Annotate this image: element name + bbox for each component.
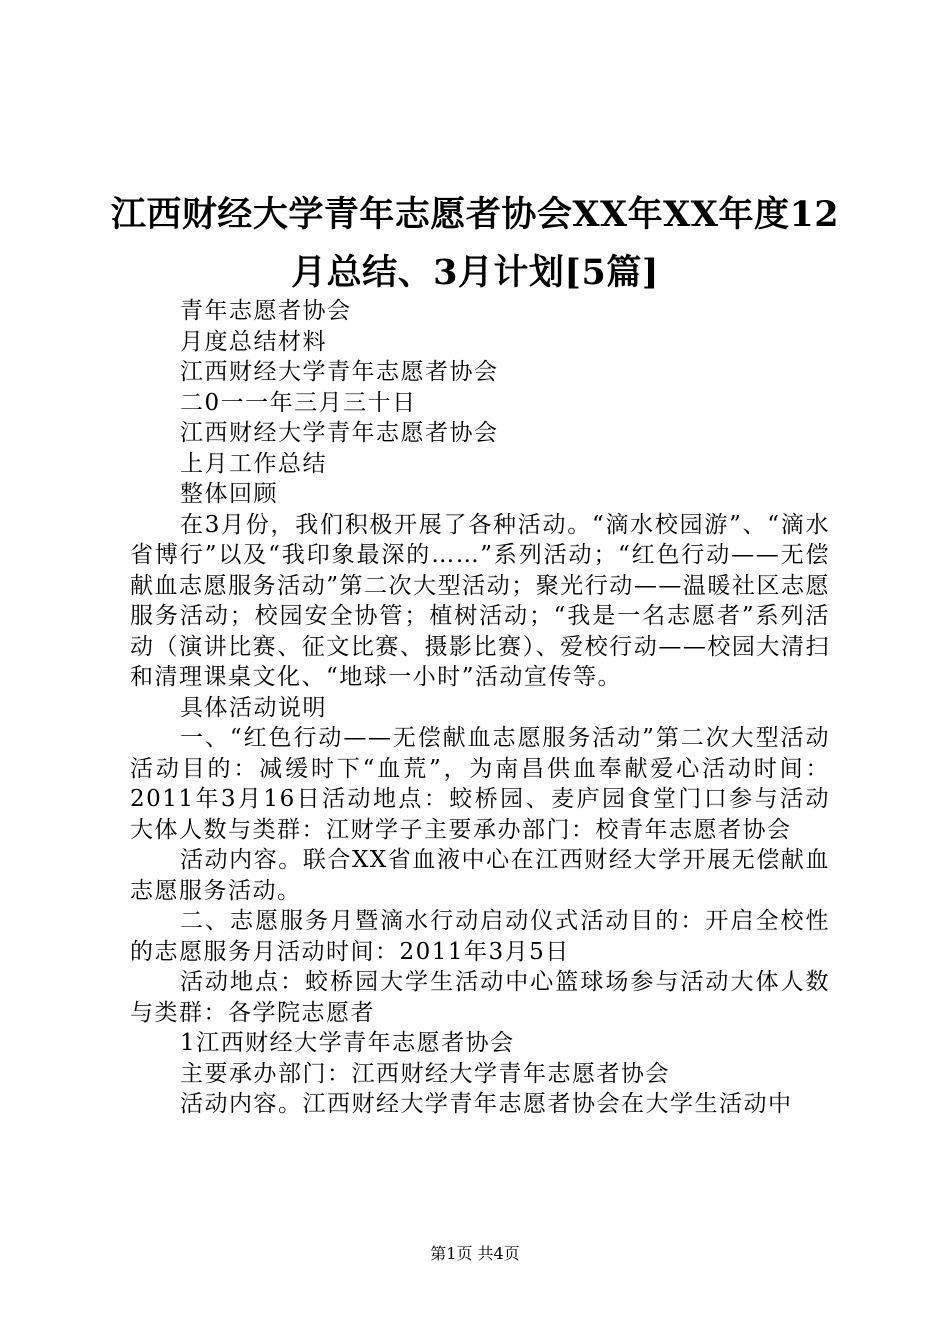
paragraph: 江西财经大学青年志愿者协会 — [180, 420, 499, 446]
paragraph: 主要承办部门：江西财经大学青年志愿者协会 — [180, 1060, 670, 1087]
paragraph: 活动内容。联合XX省血液中心在江西财经大学开展无偿献血志愿服务活动。 — [130, 847, 830, 904]
paragraph: 江西财经大学青年志愿者协会 — [180, 359, 499, 385]
paragraph: 整体回顾 — [180, 481, 278, 507]
document-title: 江西财经大学青年志愿者协会XX年XX年度12月总结、3月计划[5篇] — [110, 194, 840, 293]
paragraph: 青年志愿者协会 — [180, 298, 352, 324]
page-footer: 第1页 共4页 — [430, 1244, 520, 1263]
paragraph: 二0一一年三月三十日 — [180, 389, 417, 416]
document-body — [130, 296, 830, 1120]
paragraph: 上月工作总结 — [180, 450, 327, 477]
paragraph: 具体活动说明 — [180, 694, 327, 721]
paragraph: 在3月份，我们积极开展了各种活动。“滴水校园游”、“滴水省博行”以及“我印象最深的……”系列活动；“红色行动——无偿献血志愿服务活动”第二次大型活动；聚光行动——温暖社区志愿服务活动；校园安全协管；植树活动；“我是一名志愿者”系列活动（演讲比赛、征文比赛、摄影比赛）、爱校行动——校园大清扫和清理课桌文化、“地球一小时”活动宣传等。 — [130, 511, 830, 690]
paragraph: 二、志愿服务月暨滴水行动启动仪式活动目的：开启全校性的志愿服务月活动时间：2011年3月5日 — [130, 908, 830, 965]
paragraph: 活动内容。江西财经大学青年志愿者协会在大学生活动中 — [180, 1091, 793, 1117]
paragraph: 1江西财经大学青年志愿者协会 — [180, 1030, 515, 1056]
paragraph: 活动地点：蛟桥园大学生活动中心篮球场参与活动大体人数与类群：各学院志愿者 — [130, 969, 830, 1026]
paragraph: 月度总结材料 — [180, 328, 327, 355]
paragraph: 一、“红色行动——无偿献血志愿服务活动”第二次大型活动活动目的：减缓时下“血荒”，为南昌供血奉献爱心活动时间：2011年3月16日活动地点：蛟桥园、麦庐园食堂门口参与活动大体人数与类群：江财学子主要承办部门：校青年志愿者协会 — [130, 725, 830, 843]
